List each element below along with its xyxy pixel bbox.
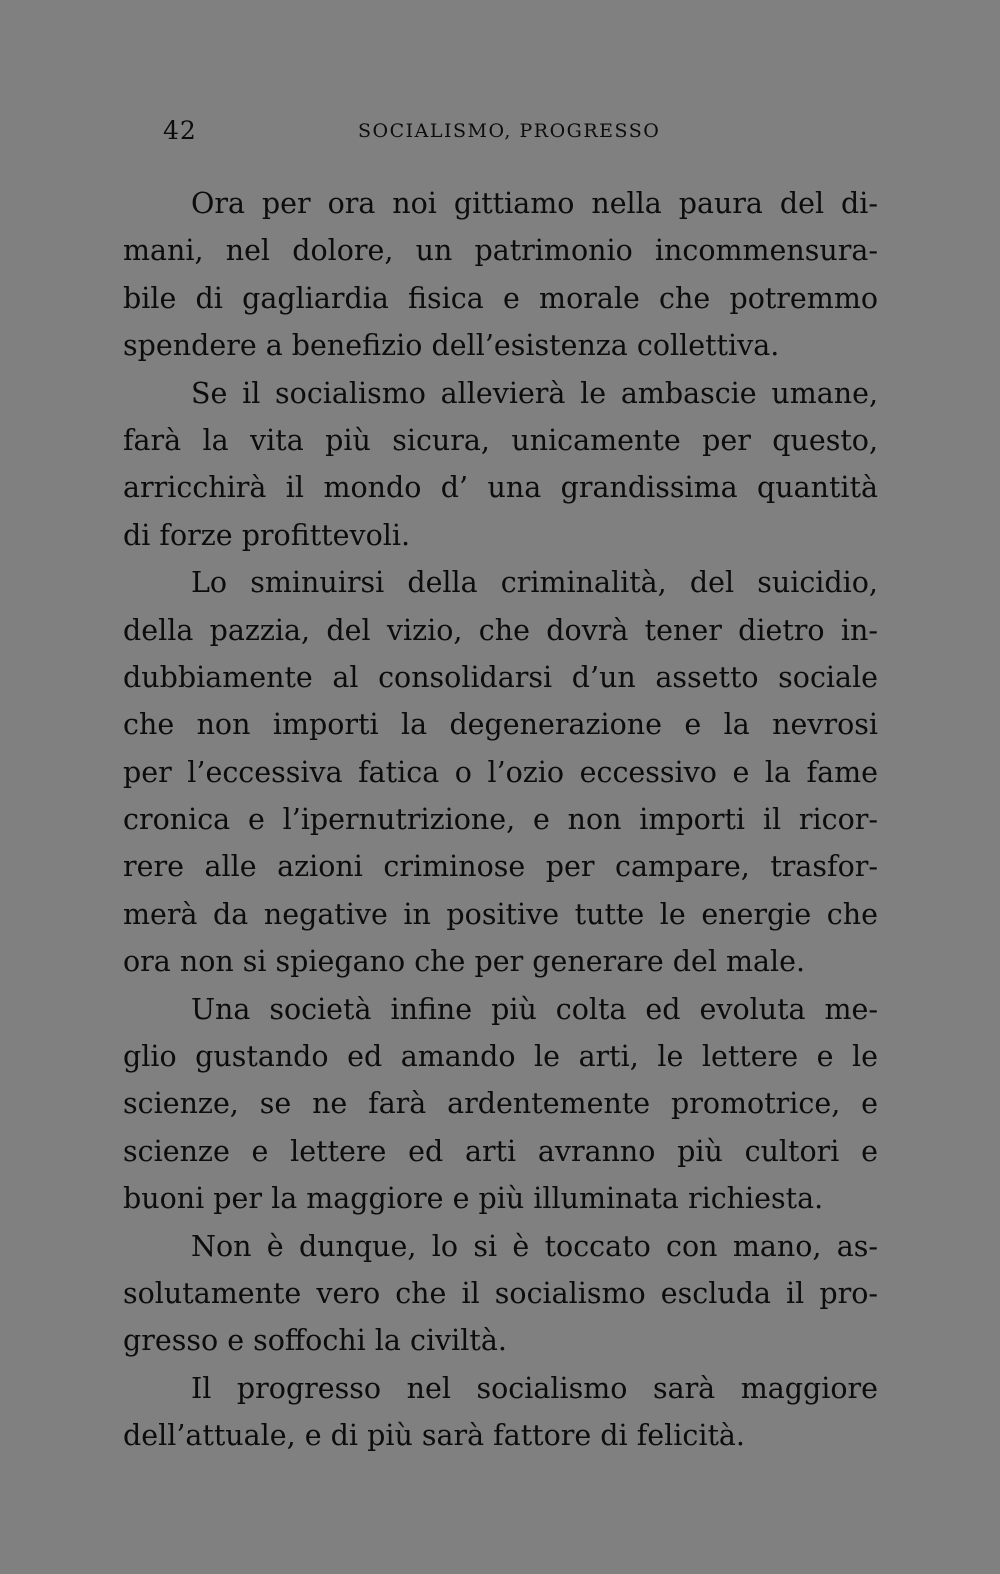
text-line: Il progresso nel socialismo sarà maggiore <box>191 1371 878 1405</box>
text-line: dell’attuale, e di più sarà fattore di felicità. <box>123 1419 745 1453</box>
text-line: Ora per ora noi gittiamo nella paura del di- <box>191 187 878 220</box>
page-number: 42 <box>163 116 197 145</box>
text-line: ora non si spiegano che per generare del male. <box>123 945 806 979</box>
body-text <box>123 180 878 1460</box>
text-line: Una società infine più colta ed evoluta me- <box>191 992 878 1026</box>
text-line: glio gustando ed amando le arti, le lettere e le <box>123 1040 878 1074</box>
text-line: gresso e soffochi la civiltà. <box>123 1324 507 1358</box>
text-line: di forze profittevoli. <box>123 518 411 552</box>
text-line: merà da negative in positive tutte le energie che <box>123 897 878 931</box>
text-line: Non è dunque, lo si è toccato con mano, as- <box>191 1229 878 1263</box>
text-line: bile di gagliardia fisica e morale che potremmo <box>123 281 878 315</box>
text-line: scienze, se ne farà ardentemente promotrice, e <box>123 1087 878 1121</box>
text-line: scienze e lettere ed arti avranno più cultori e <box>123 1134 878 1168</box>
running-head <box>0 116 1000 150</box>
text-line: spendere a benefizio dell’esistenza collettiva. <box>123 329 780 363</box>
text-line: Lo sminuirsi della criminalità, del suicidio, <box>191 566 878 600</box>
text-line: della pazzia, del vizio, che dovrà tener dietro in- <box>123 613 878 647</box>
text-line: che non importi la degenerazione e la nevrosi <box>123 708 878 742</box>
text-line: arricchirà il mondo d’ una grandissima quantità <box>123 471 878 505</box>
text-line: per l’eccessiva fatica o l’ozio eccessivo e la fame <box>123 755 878 789</box>
text-line: Se il socialismo allevierà le ambascie umane, <box>191 376 878 410</box>
text-line: buoni per la maggiore e più illuminata richiesta. <box>123 1182 824 1216</box>
text-line: rere alle azioni criminose per campare, trasfor- <box>123 850 878 884</box>
text-line: cronica e l’ipernutrizione, e non importi il ricor- <box>123 803 878 837</box>
running-title: SOCIALISMO, PROGRESSO <box>358 120 661 142</box>
text-line: solutamente vero che il socialismo escluda il pro- <box>123 1276 878 1310</box>
text-line: dubbiamente al consolidarsi d’un assetto sociale <box>123 660 878 694</box>
text-line: farà la vita più sicura, unicamente per questo, <box>123 423 878 457</box>
text-line: mani, nel dolore, un patrimonio incommensura- <box>123 234 878 268</box>
